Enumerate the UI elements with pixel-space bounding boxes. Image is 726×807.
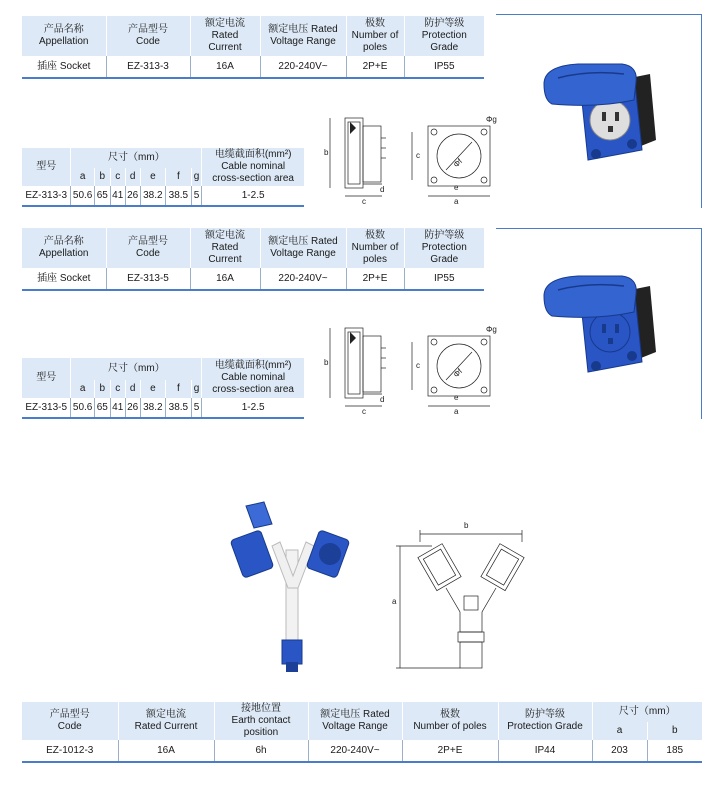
dims-col-e: e: [140, 168, 166, 186]
header-rated-current: 额定电流 Rated Current: [118, 702, 214, 740]
size-col-a: a: [592, 722, 647, 740]
value-voltage: 220-240V~: [260, 56, 346, 78]
dims-value-a: 50.6: [71, 186, 94, 206]
value-current: 16A: [190, 268, 260, 290]
dims-col-a: a: [71, 168, 94, 186]
header-code: 产品型号 Code: [22, 702, 118, 740]
value-voltage: 220-240V~: [308, 740, 402, 762]
socket-product-image-2: [538, 272, 668, 382]
value-current: 16A: [190, 56, 260, 78]
header-voltage: 额定电压 Rated Voltage Range: [308, 702, 402, 740]
header-poles: 极数 Number of poles: [346, 228, 404, 268]
value-protection: IP55: [433, 272, 455, 284]
dims-value-e: 38.2: [140, 398, 166, 418]
dims-col-f: f: [166, 380, 192, 398]
dims-col-b: b: [94, 380, 110, 398]
dims-value-model: EZ-313-3: [22, 186, 71, 206]
drawing-label-a: a: [454, 407, 459, 416]
dims-col-b: b: [94, 168, 110, 186]
y-adapter-drawing: [390, 512, 530, 674]
socket-product-image-1: [538, 60, 668, 170]
dims-value-d: 26: [125, 398, 140, 418]
dims-cable-label: 电缆截面积(mm²) Cable nominal cross-section area: [202, 358, 304, 398]
header-earth-contact: 接地位置 Earth contact position: [214, 702, 308, 740]
dims-value-c: 41: [110, 398, 125, 418]
drawing-label-a: a: [392, 597, 397, 606]
value-appellation: 插座 Socket: [22, 268, 106, 290]
drawing-label-f: Φf: [451, 366, 465, 380]
header-voltage: 额定电压 Rated Voltage Range: [260, 16, 346, 56]
header-protection: 防护等级 Protection Grade: [498, 702, 592, 740]
header-poles: 极数 Number of poles: [402, 702, 498, 740]
dims-value-f: 38.5: [166, 186, 192, 206]
spec-table-2: [22, 228, 484, 291]
value-protection: IP55: [433, 60, 455, 72]
dims-col-a: a: [71, 380, 94, 398]
dims-value-c: 41: [110, 186, 125, 206]
dims-col-g: g: [191, 168, 202, 186]
header-appellation: 产品名称 Appellation: [22, 16, 106, 56]
dims-value-cable: 1-2.5: [241, 189, 265, 201]
front-view-drawing-1: [410, 112, 500, 204]
dims-cable-label: 电缆截面积(mm²) Cable nominal cross-section area: [202, 148, 304, 186]
dims-value-f: 38.5: [166, 398, 192, 418]
dims-col-d: d: [125, 168, 140, 186]
spec-table-3: [22, 702, 702, 763]
value-code: EZ-313-3: [106, 56, 190, 78]
value-poles: 2P+E: [346, 56, 404, 78]
dims-value-g: 5: [191, 398, 202, 418]
header-code: 产品型号 Code: [106, 16, 190, 56]
dims-model-label: 型号: [22, 358, 71, 398]
header-code: 产品型号 Code: [106, 228, 190, 268]
size-col-b: b: [647, 722, 702, 740]
drawing-label-b: b: [324, 358, 329, 367]
drawing-label-f: Φf: [451, 156, 465, 170]
value-code: EZ-313-5: [106, 268, 190, 290]
drawing-label-c: c: [362, 407, 366, 416]
dims-table-1: [22, 148, 304, 207]
dims-value-g: 5: [191, 186, 202, 206]
spec-table-1: [22, 16, 484, 79]
value-size-a: 203: [592, 740, 647, 762]
dims-col-c: c: [110, 380, 125, 398]
header-protection: 防护等级 Protection Grade: [404, 16, 484, 56]
header-poles: 极数 Number of poles: [346, 16, 404, 56]
drawing-label-b: b: [464, 521, 469, 530]
value-protection: IP44: [498, 740, 592, 762]
dims-model-label: 型号: [22, 148, 71, 186]
dims-value-d: 26: [125, 186, 140, 206]
dims-size-label: 尺寸（mm）: [71, 358, 202, 380]
value-current: 16A: [118, 740, 214, 762]
side-view-drawing-1: [320, 112, 410, 204]
dims-value-model: EZ-313-5: [22, 398, 71, 418]
value-size-b: 185: [666, 744, 684, 756]
dims-col-c: c: [110, 168, 125, 186]
value-poles: 2P+E: [346, 268, 404, 290]
dims-col-g: g: [191, 380, 202, 398]
value-voltage: 220-240V~: [260, 268, 346, 290]
header-size: 尺寸（mm）: [592, 702, 702, 722]
drawing-label-e: e: [454, 183, 459, 192]
dims-col-d: d: [125, 380, 140, 398]
drawing-label-e: e: [454, 393, 459, 402]
value-code: EZ-1012-3: [22, 740, 118, 762]
y-adapter-product-image: [228, 498, 348, 674]
value-appellation: 插座 Socket: [22, 56, 106, 78]
dims-value-b: 65: [94, 398, 110, 418]
value-poles: 2P+E: [402, 740, 498, 762]
drawing-label-d: d: [380, 185, 385, 194]
dims-value-e: 38.2: [140, 186, 166, 206]
header-rated-current: 额定电流 Rated Current: [190, 228, 260, 268]
header-appellation: 产品名称 Appellation: [22, 228, 106, 268]
drawing-label-b: b: [324, 148, 329, 157]
drawing-label-c2: c: [416, 151, 420, 160]
dims-value-b: 65: [94, 186, 110, 206]
side-view-drawing-2: [320, 322, 410, 414]
drawing-label-c: c: [362, 197, 366, 206]
dims-col-e: e: [140, 380, 166, 398]
drawing-label-g: Φg: [486, 325, 497, 334]
drawing-label-g: Φg: [486, 115, 497, 124]
dims-col-f: f: [166, 168, 192, 186]
dims-size-label: 尺寸（mm）: [71, 148, 202, 168]
front-view-drawing-2: [410, 322, 500, 414]
header-rated-current: 额定电流 Rated Current: [190, 16, 260, 56]
header-voltage: 额定电压 Rated Voltage Range: [260, 228, 346, 268]
drawing-label-d: d: [380, 395, 385, 404]
drawing-label-a: a: [454, 197, 459, 206]
drawing-label-c2: c: [416, 361, 420, 370]
value-earth-contact: 6h: [214, 740, 308, 762]
dims-table-2: [22, 358, 304, 419]
dims-value-cable: 1-2.5: [241, 401, 265, 413]
header-protection: 防护等级 Protection Grade: [404, 228, 484, 268]
dims-value-a: 50.6: [71, 398, 94, 418]
